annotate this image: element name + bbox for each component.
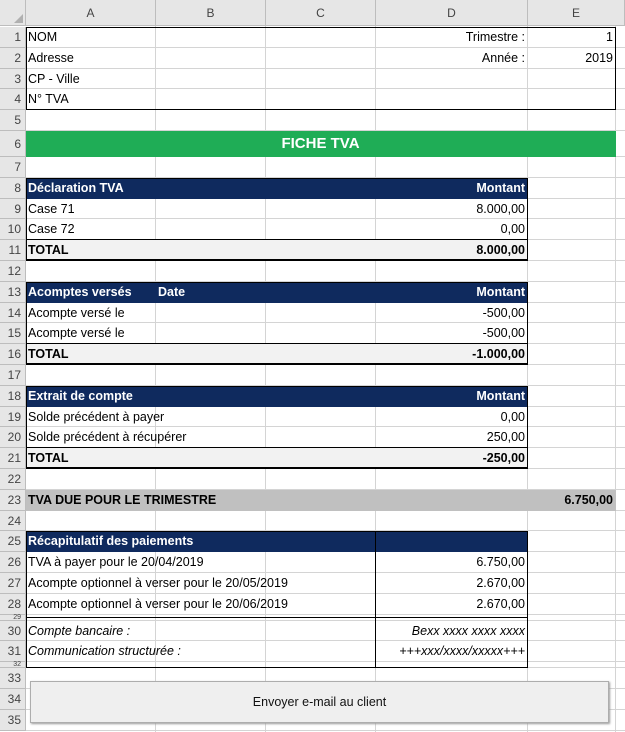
row-header-34[interactable]: 34 <box>0 689 26 710</box>
acomptes-amount-header: Montant <box>476 284 525 299</box>
recap-row-label: TVA à payer pour le 20/04/2019 <box>28 555 204 570</box>
row-header-9[interactable]: 9 <box>0 199 26 220</box>
extrait-total-bottom-border <box>26 467 528 469</box>
row-header-26[interactable]: 26 <box>0 552 26 573</box>
extrait-header: Extrait de compte <box>28 388 133 403</box>
row-header-4[interactable]: 4 <box>0 89 26 110</box>
sheet-title: FICHE TVA <box>281 135 360 152</box>
recap-separator <box>26 617 528 618</box>
row-header-16[interactable]: 16 <box>0 344 26 365</box>
row-header-21[interactable]: 21 <box>0 448 26 469</box>
acomptes-header: Acomptes versés <box>28 284 132 299</box>
client-vat-number: N° TVA <box>28 92 69 107</box>
bank-account-label: Compte bancaire : <box>28 623 131 638</box>
recap-row-label: Acompte optionnel à verser pour le 20/06/2019 <box>28 596 288 611</box>
declaration-total-top-border <box>26 239 528 240</box>
row-header-19[interactable]: 19 <box>0 407 26 428</box>
recap-row-value: 6.750,00 <box>476 555 525 570</box>
year-label: Année : <box>481 50 525 65</box>
declaration-amount-header: Montant <box>476 180 525 195</box>
row-header-27[interactable]: 27 <box>0 573 26 594</box>
extrait-row-value: 250,00 <box>486 430 525 445</box>
acomptes-total-bottom-border <box>26 363 528 365</box>
quarter-label: Trimestre : <box>465 30 525 44</box>
declaration-total-label: TOTAL <box>28 243 69 258</box>
row-header-14[interactable]: 14 <box>0 303 26 324</box>
recap-row-label: Acompte optionnel à verser pour le 20/05/2019 <box>28 576 288 590</box>
declaration-header: Déclaration TVA <box>28 180 124 195</box>
client-postal-city: CP - Ville <box>28 71 80 86</box>
row-header-33[interactable]: 33 <box>0 668 26 689</box>
row-header-12[interactable]: 12 <box>0 261 26 282</box>
client-address: Adresse <box>28 50 74 65</box>
structured-communication-label: Communication structurée : <box>28 644 181 659</box>
gridline <box>26 667 625 668</box>
column-header-a[interactable]: A <box>26 0 156 26</box>
column-header-c[interactable]: C <box>266 0 376 26</box>
row-header-31[interactable]: 31 <box>0 641 26 662</box>
row-header-28[interactable]: 28 <box>0 594 26 615</box>
year-value: 2019 <box>585 50 613 65</box>
recap-column-divider <box>375 531 376 668</box>
row-header-15[interactable]: 15 <box>0 323 26 344</box>
extrait-total-label: TOTAL <box>28 451 69 466</box>
client-name: NOM <box>28 30 58 44</box>
declaration-row-label: Case 71 <box>28 201 75 216</box>
acomptes-row-label: Acompte versé le <box>28 326 125 341</box>
send-email-button[interactable]: Envoyer e-mail au client <box>30 681 609 723</box>
extrait-row-value: 0,00 <box>500 409 525 424</box>
extrait-total-top-border <box>26 447 528 448</box>
structured-communication-value: +++xxx/xxxx/xxxxx+++ <box>399 644 525 659</box>
row-header-7[interactable]: 7 <box>0 157 26 178</box>
acomptes-total-value: -1.000,00 <box>472 347 525 362</box>
row-header-24[interactable]: 24 <box>0 511 26 532</box>
row-header-8[interactable]: 8 <box>0 178 26 199</box>
row-header-32[interactable]: 32 <box>0 662 26 668</box>
declaration-total-value: 8.000,00 <box>476 243 525 258</box>
acomptes-row-value: -500,00 <box>482 305 525 320</box>
extrait-total-value: -250,00 <box>482 451 525 466</box>
recap-header: Récapitulatif des paiements <box>28 534 194 549</box>
row-header-20[interactable]: 20 <box>0 427 26 448</box>
vat-due-label: TVA DUE POUR LE TRIMESTRE <box>28 492 217 507</box>
row-header-29[interactable]: 29 <box>0 615 26 621</box>
declaration-row-label: Case 72 <box>28 222 75 237</box>
extrait-row-label: Solde précédent à récupérer <box>28 430 187 445</box>
row-header-30[interactable]: 30 <box>0 621 26 642</box>
row-header-35[interactable]: 35 <box>0 710 26 731</box>
row-header-25[interactable]: 25 <box>0 531 26 552</box>
row-header-2[interactable]: 2 <box>0 48 26 69</box>
acomptes-total-top-border <box>26 343 528 344</box>
row-header-11[interactable]: 11 <box>0 240 26 261</box>
row-header-10[interactable]: 10 <box>0 219 26 240</box>
row-header-5[interactable]: 5 <box>0 110 26 131</box>
declaration-row-value: 0,00 <box>500 222 525 237</box>
row-header-17[interactable]: 17 <box>0 365 26 386</box>
extrait-row-label: Solde précédent à payer <box>28 409 165 424</box>
recap-row-value: 2.670,00 <box>476 596 525 611</box>
acomptes-row-label: Acompte versé le <box>28 305 125 320</box>
extrait-amount-header: Montant <box>476 388 525 403</box>
bank-account-value: Bexx xxxx xxxx xxxx <box>411 623 525 638</box>
vat-due-value: 6.750,00 <box>564 492 613 507</box>
row-header-18[interactable]: 18 <box>0 386 26 407</box>
row-header-3[interactable]: 3 <box>0 69 26 90</box>
declaration-row-value: 8.000,00 <box>476 201 525 216</box>
acomptes-total-label: TOTAL <box>28 347 69 362</box>
declaration-total-bottom-border <box>26 259 528 261</box>
recap-row-value: 2.670,00 <box>476 576 525 590</box>
acomptes-row-value: -500,00 <box>482 326 525 341</box>
row-header-6[interactable]: 6 <box>0 131 26 157</box>
select-all-corner[interactable] <box>0 0 26 26</box>
row-header-22[interactable]: 22 <box>0 469 26 490</box>
row-header-23[interactable]: 23 <box>0 490 26 511</box>
column-header-b[interactable]: B <box>156 0 266 26</box>
gridline <box>26 730 625 731</box>
row-header-1[interactable]: 1 <box>0 27 26 48</box>
row-header-13[interactable]: 13 <box>0 282 26 303</box>
column-header-d[interactable]: D <box>376 0 528 26</box>
acomptes-date-header: Date <box>158 284 186 299</box>
quarter-value: 1 <box>606 30 613 44</box>
column-header-e[interactable]: E <box>528 0 625 26</box>
